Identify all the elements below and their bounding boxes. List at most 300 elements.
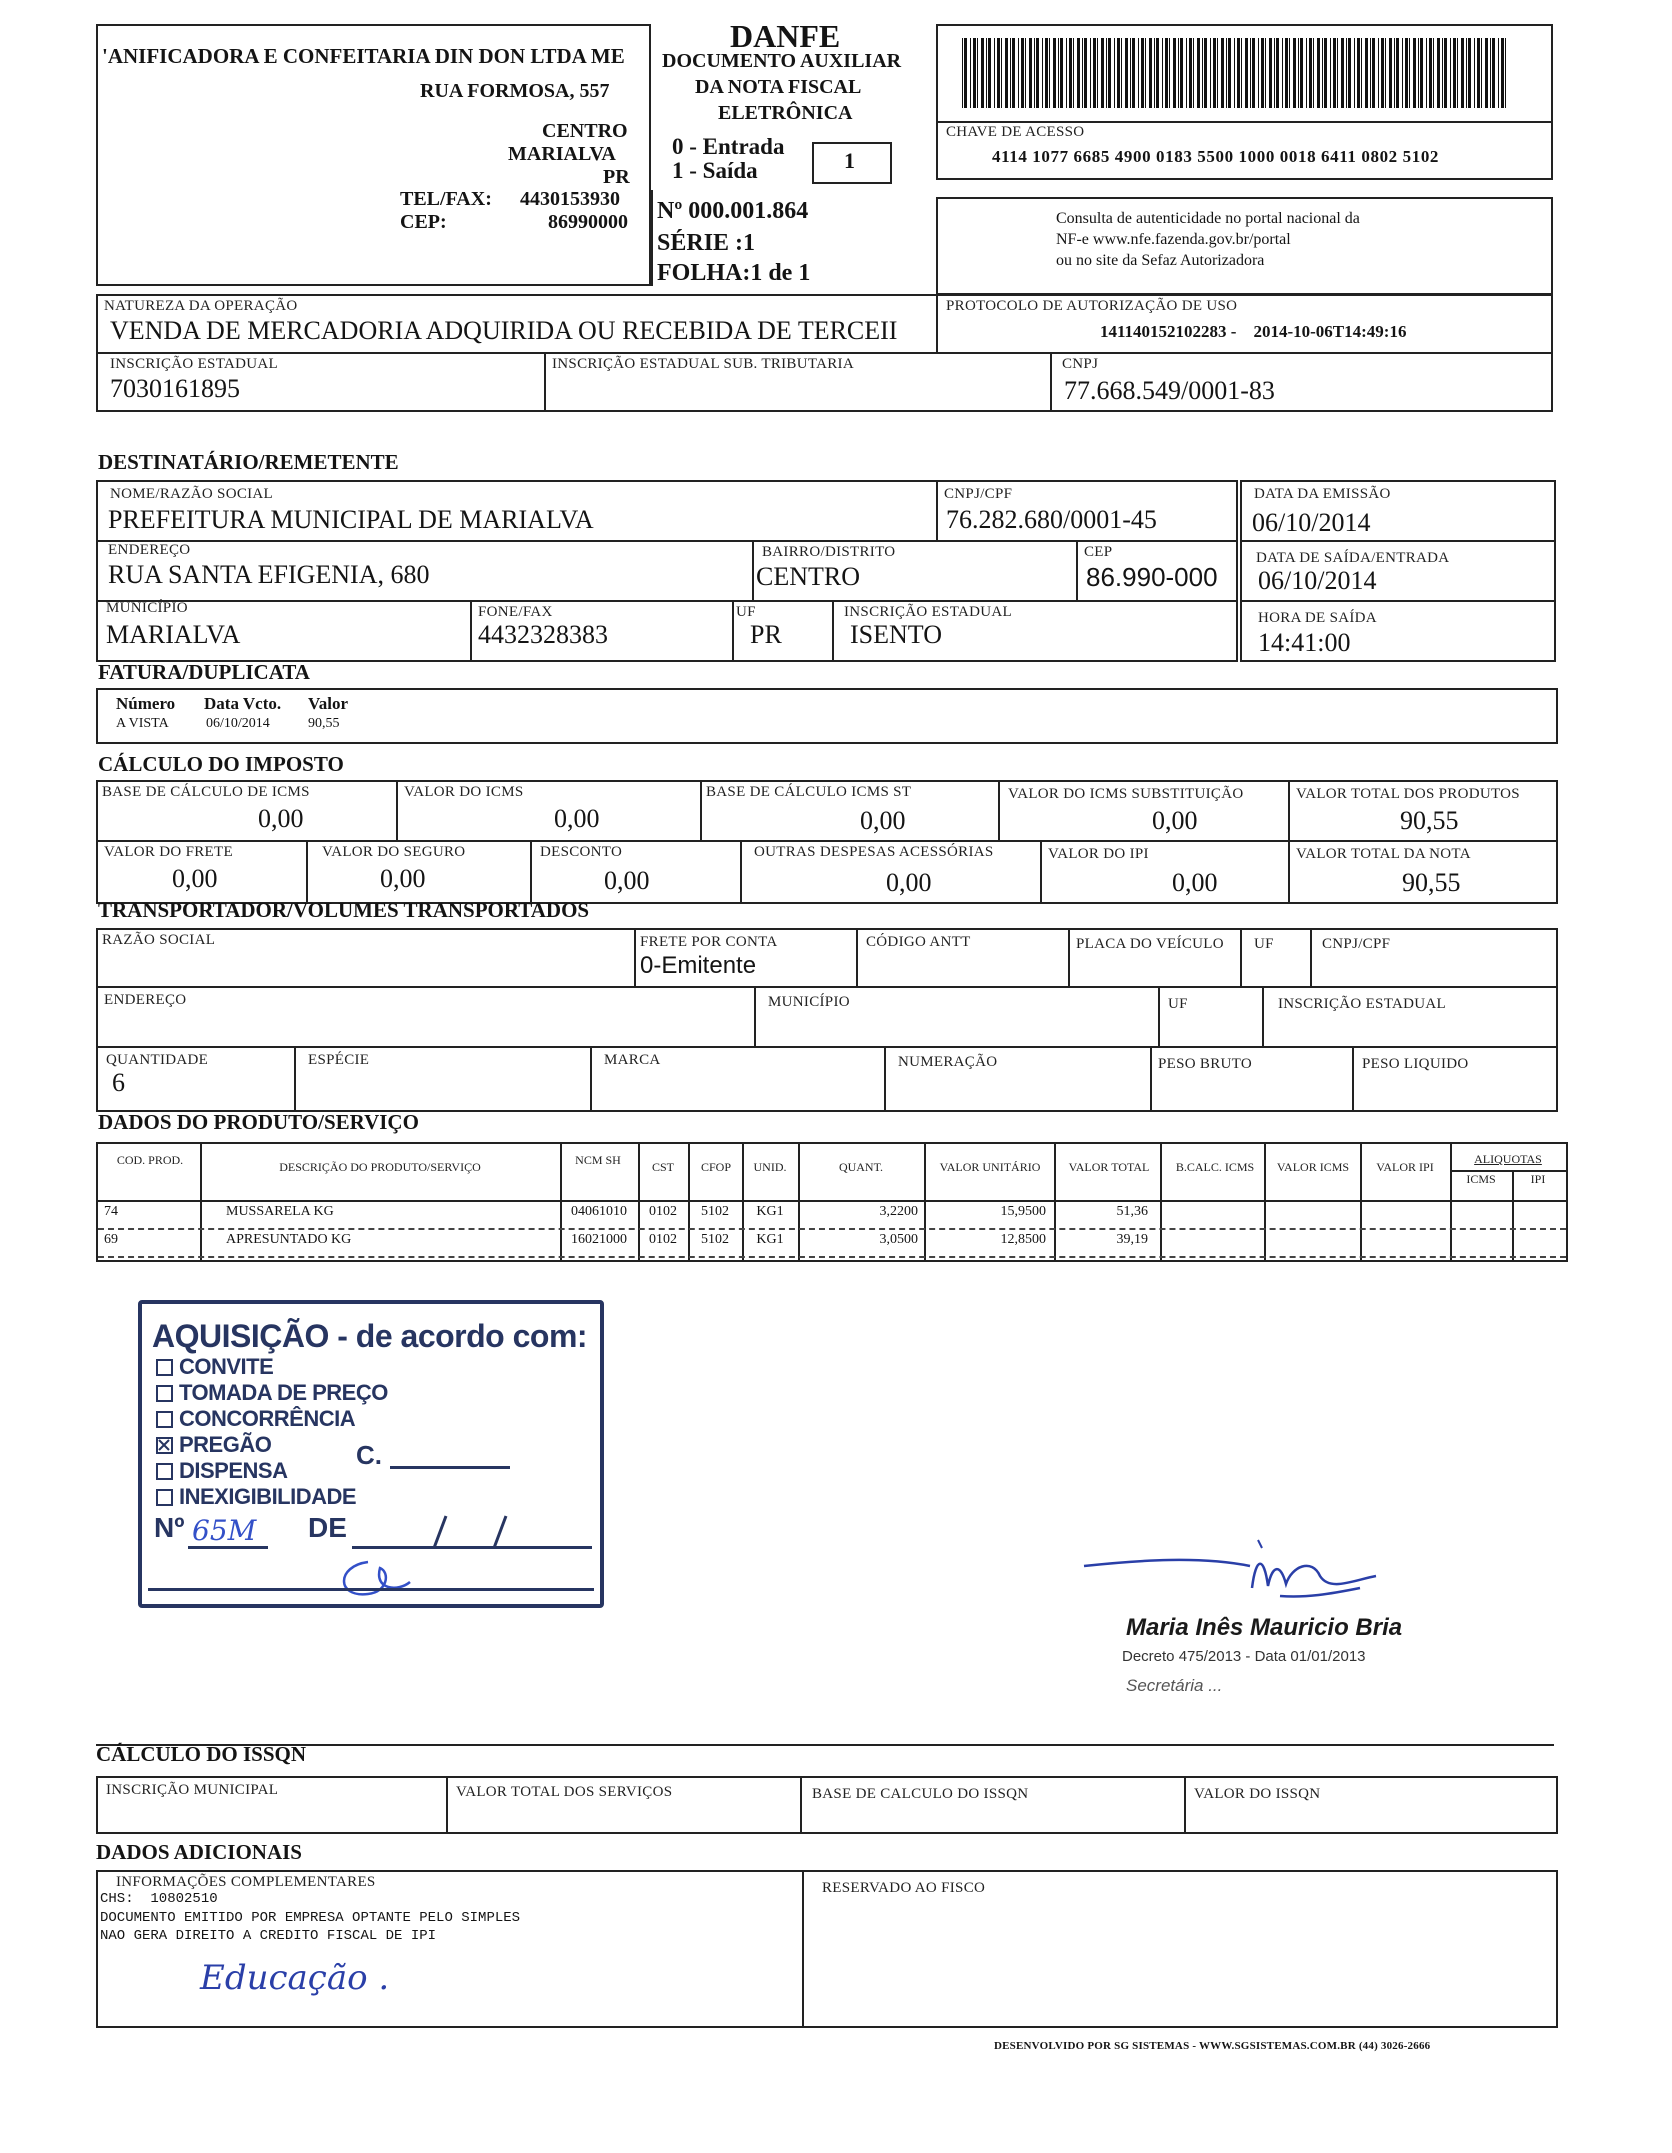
emitente-tel-label: TEL/FAX:: [400, 188, 492, 210]
imposto-section: CÁLCULO DO IMPOSTO: [98, 752, 344, 776]
tr-placa-label: PLACA DO VEÍCULO: [1076, 936, 1224, 952]
fatura-numero: A VISTA: [116, 716, 169, 731]
barcode-bar: [1045, 38, 1048, 108]
th-vicms: VALOR ICMS: [1276, 1160, 1350, 1174]
barcode-bar: [1228, 38, 1231, 108]
barcode-bar: [1029, 38, 1032, 108]
tr-v8: [1262, 986, 1264, 1046]
dest-municipio-label: MUNICÍPIO: [106, 600, 188, 616]
imp-base: 0,00: [258, 804, 304, 833]
natureza-divider: [936, 294, 938, 352]
barcode-bar: [1154, 38, 1155, 108]
barcode-bar: [1069, 38, 1072, 108]
tr-v4: [1240, 928, 1242, 986]
tr-v10: [590, 1046, 592, 1112]
dest-bairro: CENTRO: [756, 562, 860, 591]
barcode-bar: [1180, 38, 1183, 108]
transportador-box: [96, 928, 1558, 1112]
barcode-bar: [1226, 38, 1227, 108]
tr-ie-label: INSCRIÇÃO ESTADUAL: [1278, 996, 1446, 1012]
barcode-bar: [1450, 38, 1451, 108]
tr-numeracao-label: NUMERAÇÃO: [898, 1054, 998, 1070]
barcode-bar: [1034, 38, 1035, 108]
emitente-uf: PR: [603, 166, 630, 188]
imp-v1: [396, 780, 398, 840]
stamp-option: [156, 1458, 287, 1484]
product-cell-quant: 3,0500: [879, 1232, 918, 1247]
stamp-c-label: C.: [356, 1440, 382, 1470]
dest-uf: PR: [750, 620, 782, 649]
adicionais-line2: DOCUMENTO EMITIDO POR EMPRESA OPTANTE PELO SIMPLES: [100, 1910, 521, 1926]
consulta-line1: Consulta de autenticidade no portal nacional da: [1056, 210, 1360, 227]
imp-v3: [998, 780, 1000, 840]
dest-v4: [470, 600, 472, 662]
stamp-sign-line: [148, 1588, 594, 1591]
danfe-folha: FOLHA:1 de 1: [657, 260, 811, 286]
barcode-bar: [1018, 38, 1019, 108]
barcode-bar: [1370, 38, 1371, 108]
tr-v11: [884, 1046, 886, 1112]
barcode-bar: [1444, 38, 1447, 108]
barcode-bar: [1461, 38, 1464, 108]
barcode-bar: [1021, 38, 1024, 108]
barcode-bar: [1053, 38, 1056, 108]
barcode-bar: [1466, 38, 1467, 108]
barcode-bar: [1381, 38, 1384, 108]
tr-uf2-label: UF: [1168, 996, 1188, 1012]
th-aliq: ALIQUOTAS: [1474, 1152, 1542, 1166]
natureza-value: VENDA DE MERCADORIA ADQUIRIDA OU RECEBIDA DE TERCEII: [110, 316, 898, 345]
tr-antt-label: CÓDIGO ANTT: [866, 934, 971, 950]
barcode-bar: [1193, 38, 1194, 108]
row-separator: [98, 1228, 1566, 1230]
barcode-bar: [1405, 38, 1408, 108]
barcode-bar: [1145, 38, 1146, 108]
barcode-bar: [1346, 38, 1347, 108]
th-unid: UNID.: [753, 1160, 787, 1174]
product-cell-quant: 3,2200: [879, 1204, 918, 1219]
barcode-bar: [994, 38, 995, 108]
barcode-bar: [1274, 38, 1275, 108]
barcode-bar: [1324, 38, 1327, 108]
product-cell-cod: 69: [104, 1232, 118, 1247]
danfe-sub2: DA NOTA FISCAL: [695, 76, 862, 98]
dest-v2: [752, 540, 754, 600]
barcode-bar: [1130, 38, 1131, 108]
barcode-bar: [1293, 38, 1296, 108]
th-vipi: VALOR IPI: [1376, 1160, 1434, 1174]
barcode-bar: [1337, 38, 1338, 108]
barcode-bar: [962, 38, 963, 108]
barcode-bar: [1426, 38, 1427, 108]
barcode-bar: [1317, 38, 1320, 108]
barcode-bar: [1420, 38, 1423, 108]
barcode-bar: [1077, 38, 1080, 108]
barcode-bar: [1197, 38, 1200, 108]
tr-frete-label: FRETE POR CONTA: [640, 934, 778, 950]
tr-qtd: 6: [112, 1068, 125, 1097]
barcode-bar: [1485, 38, 1488, 108]
barcode-bar: [1169, 38, 1170, 108]
th-bcalc: B.CALC. ICMS: [1175, 1160, 1255, 1174]
transportador-section: TRANSPORTADOR/VOLUMES TRANSPORTADOS: [98, 898, 590, 922]
barcode-bar: [1106, 38, 1107, 108]
dest-nome: PREFEITURA MUNICIPAL DE MARIALVA: [108, 505, 594, 534]
fatura-h-data: Data Vcto.: [204, 694, 282, 713]
stamp-option-label: DISPENSA: [179, 1458, 288, 1483]
dest-fone: 4432328383: [478, 620, 608, 649]
tr-v9: [294, 1046, 296, 1112]
product-cell-total: 39,19: [1116, 1232, 1148, 1247]
barcode-bar: [1365, 38, 1368, 108]
chave-label: CHAVE DE ACESSO: [946, 124, 1085, 140]
cnpj-divider: [1050, 352, 1052, 412]
barcode-bar: [1265, 38, 1266, 108]
dest-endereco: RUA SANTA EFIGENIA, 680: [108, 560, 430, 589]
barcode-bar: [1309, 38, 1312, 108]
fatura-section: FATURA/DUPLICATA: [98, 660, 310, 684]
barcode-bar: [1202, 38, 1203, 108]
dest-hora: 14:41:00: [1258, 628, 1351, 657]
cnpj-label: CNPJ: [1062, 356, 1099, 372]
barcode-bar: [1141, 38, 1144, 108]
barcode-bar: [1114, 38, 1115, 108]
barcode-bar: [1269, 38, 1272, 108]
stamp-option-label: PREGÃO: [179, 1432, 272, 1457]
th-desc: DESCRIÇÃO DO PRODUTO/SERVIÇO: [279, 1160, 481, 1174]
product-cell-total: 51,36: [1116, 1204, 1148, 1219]
barcode-bar: [986, 38, 987, 108]
tr-cnpj-label: CNPJ/CPF: [1322, 936, 1391, 952]
stamp-option-label: INEXIGIBILIDADE: [179, 1484, 357, 1509]
barcode-bar: [1372, 38, 1375, 108]
barcode-bar: [1138, 38, 1139, 108]
product-cell-cod: 74: [104, 1204, 118, 1219]
barcode-bar: [1049, 38, 1050, 108]
emitente-city: MARIALVA: [508, 143, 616, 165]
danfe-divider: [651, 190, 653, 286]
imposto-hline: [96, 840, 1558, 842]
stamp-option-label: TOMADA DE PREÇO: [179, 1380, 388, 1405]
checkbox-icon: [156, 1463, 173, 1480]
imp-totnota: 90,55: [1402, 868, 1461, 897]
barcode-bar: [1252, 38, 1255, 108]
product-cell-ncm: 04061010: [571, 1204, 627, 1219]
barcode-bar: [1097, 38, 1098, 108]
barcode-bar: [1108, 38, 1111, 108]
tr-v12: [1150, 1046, 1152, 1112]
danfe-sub1: DOCUMENTO AUXILIAR: [662, 50, 902, 72]
dest-nome-label: NOME/RAZÃO SOCIAL: [110, 486, 274, 502]
barcode-bar: [1492, 38, 1495, 108]
barcode-bar: [1378, 38, 1379, 108]
adicionais-line1: CHS: 10802510: [100, 1891, 218, 1907]
barcode-bar: [977, 38, 978, 108]
adicionais-section: DADOS ADICIONAIS: [96, 1840, 302, 1864]
th-cst: CST: [651, 1160, 674, 1174]
dest-bairro-label: BAIRRO/DISTRITO: [762, 544, 896, 560]
issqn-box: [96, 1776, 1558, 1834]
emitente-tel: 4430153930: [520, 188, 620, 210]
barcode-bar: [1073, 38, 1074, 108]
barcode-bar: [1501, 38, 1504, 108]
th-total: VALOR TOTAL: [1068, 1160, 1150, 1174]
dest-cnpj-label: CNPJ/CPF: [944, 486, 1013, 502]
barcode-bar: [1385, 38, 1386, 108]
barcode-bar: [1333, 38, 1336, 108]
barcode-bar: [1300, 38, 1303, 108]
product-cell-desc: MUSSARELA KG: [226, 1204, 334, 1219]
ie-label: INSCRIÇÃO ESTADUAL: [110, 356, 278, 372]
imp-seguro-label: VALOR DO SEGURO: [322, 844, 466, 860]
consulta-line3: ou no site da Sefaz Autorizadora: [1056, 252, 1265, 269]
signature-role: Secretária ...: [1126, 1676, 1223, 1695]
stamp-option: [156, 1354, 273, 1380]
barcode-bar: [1437, 38, 1440, 108]
emitente-address: RUA FORMOSA, 557: [420, 80, 610, 102]
checkbox-icon: [156, 1359, 173, 1376]
barcode-bar: [1173, 38, 1176, 108]
barcode-bar: [1282, 38, 1283, 108]
tr-v5: [1310, 928, 1312, 986]
barcode-bar: [1189, 38, 1192, 108]
barcode-bar: [1474, 38, 1475, 108]
issqn-base-label: BASE DE CALCULO DO ISSQN: [812, 1786, 1029, 1802]
dest-saida-label: DATA DE SAÍDA/ENTRADA: [1256, 550, 1450, 566]
product-column-line: [200, 1142, 202, 1262]
adicionais-divider: [802, 1870, 804, 2028]
imp-v2: [700, 780, 702, 840]
dest-v6: [832, 600, 834, 662]
tr-v13: [1352, 1046, 1354, 1112]
barcode-bar: [1058, 38, 1059, 108]
barcode-bar: [1394, 38, 1395, 108]
product-cell-unid: KG1: [756, 1204, 784, 1219]
barcode-bar: [1178, 38, 1179, 108]
product-cell-cfop: 5102: [701, 1232, 729, 1247]
barcode-bar: [1396, 38, 1399, 108]
issqn-v1: [446, 1776, 448, 1834]
barcode-bar: [1261, 38, 1264, 108]
th-ncm: NCM SH: [575, 1153, 621, 1167]
imp-outras: 0,00: [886, 868, 932, 897]
barcode-bar: [1234, 38, 1235, 108]
dest-v5: [732, 600, 734, 662]
checkbox-icon: [156, 1411, 173, 1428]
produtos-section: DADOS DO PRODUTO/SERVIÇO: [98, 1110, 419, 1134]
barcode: [962, 38, 1510, 108]
stamp-option: [156, 1380, 388, 1406]
tr-uf-label: UF: [1254, 936, 1274, 952]
barcode-bar: [1442, 38, 1443, 108]
consulta-line2: NF-e www.nfe.fazenda.gov.br/portal: [1056, 231, 1291, 248]
signature-name: Maria Inês Mauricio Bria: [1126, 1614, 1403, 1641]
barcode-bar: [1258, 38, 1259, 108]
tr-municipio-label: MUNICÍPIO: [768, 994, 850, 1010]
product-cell-cst: 0102: [649, 1232, 677, 1247]
product-cell-unit: 15,9500: [1000, 1204, 1046, 1219]
dest-ie-label: INSCRIÇÃO ESTADUAL: [844, 604, 1012, 620]
imp-outras-label: OUTRAS DESPESAS ACESSÓRIAS: [754, 844, 994, 860]
barcode-bar: [1060, 38, 1063, 108]
stamp-no-line: [188, 1546, 268, 1549]
barcode-bar: [1429, 38, 1432, 108]
dest-cep-label: CEP: [1084, 544, 1113, 560]
barcode-bar: [1221, 38, 1224, 108]
dest-cnpj: 76.282.680/0001-45: [946, 505, 1157, 534]
issqn-im-label: INSCRIÇÃO MUNICIPAL: [106, 1782, 279, 1798]
barcode-bar: [981, 38, 984, 108]
product-cell-cfop: 5102: [701, 1204, 729, 1219]
natureza-hline: [96, 352, 1553, 354]
prod-header-line: [96, 1200, 1568, 1202]
tr-marca-label: MARCA: [604, 1052, 661, 1068]
imp-icms-label: VALOR DO ICMS: [404, 784, 524, 800]
protocolo-label: PROTOCOLO DE AUTORIZAÇÃO DE USO: [946, 298, 1238, 314]
stamp-option: [156, 1484, 356, 1510]
barcode-bar: [1025, 38, 1026, 108]
adicionais-info-label: INFORMAÇÕES COMPLEMENTARES: [116, 1874, 376, 1890]
dest-municipio: MARIALVA: [106, 620, 241, 649]
imp-v6: [530, 840, 532, 904]
barcode-bar: [964, 38, 967, 108]
barcode-bar: [1298, 38, 1299, 108]
stamp-option-label: CONCORRÊNCIA: [179, 1406, 356, 1431]
stamp-c-line: [390, 1466, 510, 1469]
barcode-bar: [1005, 38, 1008, 108]
barcode-bar: [1341, 38, 1344, 108]
barcode-bar: [1457, 38, 1458, 108]
dest-uf-label: UF: [736, 604, 756, 620]
barcode-bar: [1149, 38, 1152, 108]
issqn-v3: [1184, 1776, 1186, 1834]
tr-v6: [754, 986, 756, 1046]
th-aliq-ipi: IPI: [1530, 1172, 1546, 1186]
imp-totnota-label: VALOR TOTAL DA NOTA: [1296, 846, 1471, 862]
checkbox-icon: [156, 1489, 173, 1506]
barcode-bar: [1276, 38, 1279, 108]
tr-endereco-label: ENDEREÇO: [104, 992, 187, 1008]
barcode-bar: [1001, 38, 1002, 108]
barcode-bar: [1186, 38, 1187, 108]
imp-ipi-label: VALOR DO IPI: [1048, 846, 1149, 862]
issqn-vts-label: VALOR TOTAL DOS SERVIÇOS: [456, 1784, 673, 1800]
barcode-bar: [1313, 38, 1314, 108]
imp-st-label: VALOR DO ICMS SUBSTITUIÇÃO: [1008, 786, 1244, 802]
issqn-valor-label: VALOR DO ISSQN: [1194, 1786, 1321, 1802]
th-aliq-icms: ICMS: [1466, 1172, 1496, 1186]
tr-pesobruto-label: PESO BRUTO: [1158, 1056, 1252, 1072]
signature-scribble-icon: [1080, 1536, 1380, 1616]
product-cell-unit: 12,8500: [1000, 1232, 1046, 1247]
barcode-bar: [1217, 38, 1218, 108]
dest-fone-label: FONE/FAX: [478, 604, 553, 620]
checkbox-checked-icon: [156, 1437, 173, 1454]
barcode-bar: [1036, 38, 1039, 108]
barcode-bar: [1402, 38, 1403, 108]
imp-seguro: 0,00: [380, 864, 426, 893]
dest-cep: 86.990-000: [1086, 562, 1218, 592]
imp-ipi: 0,00: [1172, 868, 1218, 897]
adicionais-fisco-label: RESERVADO AO FISCO: [822, 1880, 986, 1896]
emitente-name: 'ANIFICADORA E CONFEITARIA DIN DON LTDA ME: [102, 44, 625, 68]
fatura-data: 06/10/2014: [206, 716, 270, 731]
imp-totprod: 90,55: [1400, 806, 1459, 835]
barcode-bar: [1162, 38, 1163, 108]
barcode-bar: [973, 38, 976, 108]
ie-value: 7030161895: [110, 374, 240, 403]
danfe-serie: SÉRIE :1: [657, 230, 756, 256]
barcode-bar: [1289, 38, 1290, 108]
barcode-bar: [1322, 38, 1323, 108]
dest-endereco-label: ENDEREÇO: [108, 542, 191, 558]
issqn-top-rule: [96, 1744, 1554, 1746]
product-cell-desc: APRESUNTADO KG: [226, 1232, 352, 1247]
danfe-title: DANFE: [730, 18, 841, 54]
barcode-bar: [1389, 38, 1392, 108]
barcode-bar: [1505, 38, 1506, 108]
barcode-bar: [1490, 38, 1491, 108]
destinatario-section: DESTINATÁRIO/REMETENTE: [98, 450, 399, 474]
barcode-bar: [1241, 38, 1242, 108]
ie-divider: [544, 352, 546, 412]
stamp-option: [156, 1406, 355, 1432]
aquisicao-stamp: [138, 1300, 604, 1608]
footer-developer: DESENVOLVIDO POR SG SISTEMAS - WWW.SGSISTEMAS.COM.BR (44) 3026-2666: [994, 2040, 1431, 2052]
barcode-bar: [1250, 38, 1251, 108]
product-cell-unid: KG1: [756, 1232, 784, 1247]
checkbox-icon: [156, 1385, 173, 1402]
adicionais-handwritten: Educação .: [200, 1958, 390, 1998]
stamp-rubric-icon: [328, 1554, 438, 1604]
danfe-entrada: 0 - Entrada: [672, 134, 785, 159]
issqn-v2: [800, 1776, 802, 1834]
signature-decree: Decreto 475/2013 - Data 01/01/2013: [1122, 1648, 1366, 1665]
stamp-no-value: 65M: [192, 1514, 257, 1547]
barcode-bar: [1117, 38, 1120, 108]
imp-frete-label: VALOR DO FRETE: [104, 844, 233, 860]
barcode-bar: [1012, 38, 1015, 108]
adicionais-line3: NAO GERA DIREITO A CREDITO FISCAL DE IPI: [100, 1928, 437, 1944]
barcode-bar: [1121, 38, 1122, 108]
barcode-bar: [1165, 38, 1168, 108]
barcode-bar: [1481, 38, 1482, 108]
tr-razao-label: RAZÃO SOCIAL: [102, 932, 216, 948]
barcode-bar: [970, 38, 971, 108]
barcode-bar: [1413, 38, 1416, 108]
barcode-bar: [1042, 38, 1043, 108]
dest-hora-label: HORA DE SAÍDA: [1258, 610, 1377, 626]
stamp-no-label: Nº: [154, 1512, 185, 1543]
dest-ie: ISENTO: [850, 620, 942, 649]
th-quant: QUANT.: [838, 1160, 884, 1174]
tr-v1: [634, 928, 636, 986]
fatura-h-numero: Número: [116, 694, 176, 713]
fatura-h-valor: Valor: [308, 694, 348, 713]
barcode-bar: [1010, 38, 1011, 108]
barcode-bar: [997, 38, 1000, 108]
imp-desconto: 0,00: [604, 866, 650, 895]
danfe-saida: 1 - Saída: [672, 158, 758, 183]
product-cell-ncm: 16021000: [571, 1232, 627, 1247]
imp-desconto-label: DESCONTO: [540, 844, 623, 860]
fatura-valor: 90,55: [308, 716, 340, 731]
barcode-bar: [1468, 38, 1471, 108]
chave-value[interactable]: 4114 1077 6685 4900 0183 5500 1000 0018 6411 0802 5102: [992, 147, 1440, 166]
tr-v7: [1158, 986, 1160, 1046]
barcode-bar: [988, 38, 991, 108]
stamp-title: AQUISIÇÃO - de acordo com:: [152, 1318, 588, 1354]
